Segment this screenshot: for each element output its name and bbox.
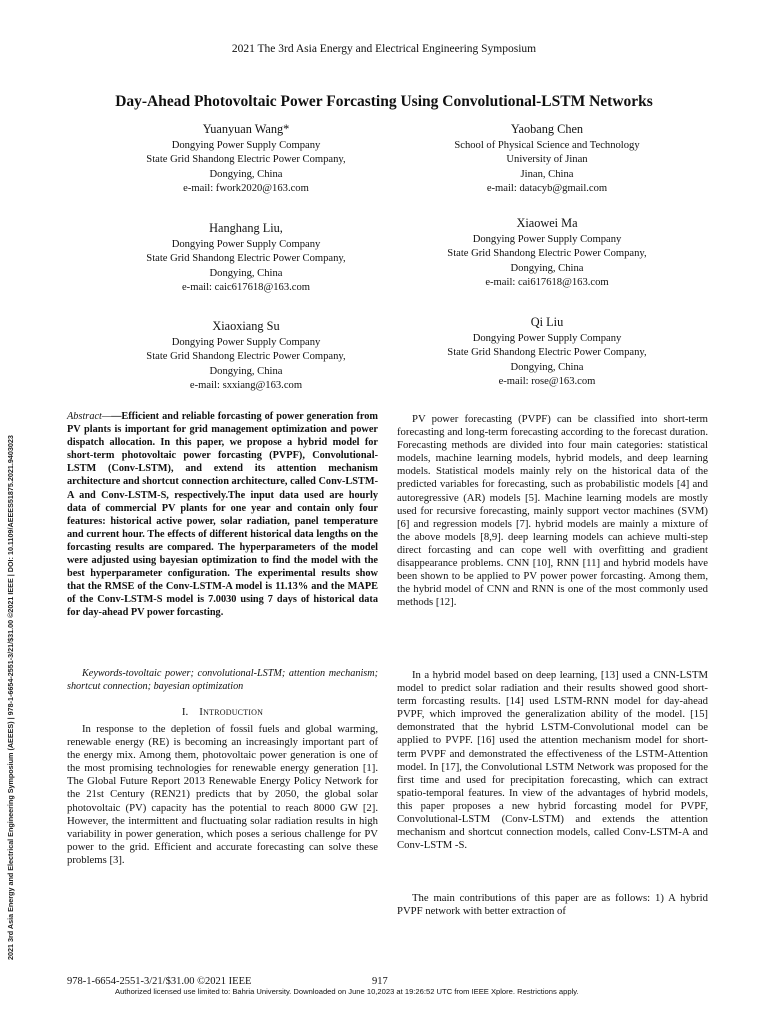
author-affiliation: School of Physical Science and Technology: [454, 140, 640, 151]
right-paragraph: [397, 669, 708, 852]
author-location: Jinan, China: [520, 168, 574, 180]
author-affiliation: Dongying Power Supply Company: [171, 337, 321, 348]
author-block: [397, 215, 697, 290]
keywords: [67, 667, 378, 693]
author-location: Dongying, China: [209, 168, 283, 180]
intro-paragraph: In response to the depletion of fossil fuels and global warming, renewable energy (RE) is becoming an increasingly important part of the energy mix. Among them, photovoltaic power generation is one of the most promising technologies for renewable energy generation [1]. The Global Future Report 2013 Renewable Energy Policy Network for the 21st Century (REN21) predicts that by 2050, the global solar photovoltaic (PV) capacity has the potential to reach 8000 GW [2]. However, the intermittent and fluctuating solar radiation results in high variability in power generation, which poses a serious challenge for PV power to the grid. Efficient and accurate forecasting can solve these problems [3].: [67, 723, 378, 866]
author-email: e-mail: cai617618@163.com: [485, 276, 609, 288]
conference-header: 2021 The 3rd Asia Energy and Electrical Engineering Symposium: [231, 43, 537, 55]
author-name: Qi Liu: [530, 315, 564, 329]
author-affiliation: Dongying Power Supply Company: [171, 140, 321, 151]
abstract-label: Abstract—: [67, 411, 112, 422]
intro-column: [67, 723, 378, 867]
author-location: Dongying, China: [510, 361, 584, 373]
author-name: Xiaowei Ma: [516, 216, 578, 230]
paragraph-text: The main contributions of this paper are as follows: 1) A hybrid PVPF network with better extraction of: [397, 892, 708, 918]
author-affiliation: State Grid Shandong Electric Power Company,: [146, 351, 346, 363]
right-paragraph: [397, 413, 708, 609]
abstract-text: —Efficient and reliable forcasting of power generation from PV plants is important for grid management optimization and power dispatch allocation. In this paper, we propose a hybrid model for short-term photovoltaic power forcasting (PVPF), Convolutional-LSTM (Conv-LSTM), and extend its attention mechanism architecture and shortcut connection architecture, called Conv-LSTM-A and Conv-LSTM-S, respectively.The input data used are hourly data of commercial PV plants for one year and contain only four features: historical active power, solar radiation, panel temperature and current hour. The effects of different historical data lengths on the forcasting results are compared. The hyperparameters of the model were adjusted using bayesian optimization to find the model with the best hyperparameter configuration. The experimental results show that the RMSE of the Conv-LSTM-A model is 11.13% and the MAPE of the Conv-LSTM-S model is 7.0030 using 7 days of historical data for day-ahead PV power forcasting.: [67, 411, 378, 619]
author-email: e-mail: fwork2020@163.com: [183, 182, 309, 194]
paragraph-text: PV power forecasting (PVPF) can be classified into short-term forecasting and long-term forecasting according to the forecast duration. Forecasting methods are divided into four main categories: statistical models, machine learning models, hybrid models, and deep learning models. Statistical models mainly rely on the historical data of the predicted variables for forecasting, such as probabilistic models [4] and autoregressive (AR) models [5]. Machine learning models are mostly used for recursive forecasting, mainly support vector machines (SVM) [6] and regression models [7]. hybrid models are mainly a mixture of the above models [8,9]. deep learning models can achieve multi-step direct forcasting and can cope well with overfitting and gradient disappearance problems. CNN [10], RNN [11] and hybrid models have been shown to be applied to PV power power forcasting. Among them, the hybrid model of CNN and RNN is one of the most commonly used methods [12].: [397, 413, 708, 609]
keywords-text: Keywords-tovoltaic power; convolutional-LSTM; attention mechanism; shortcut connection; bayesian optimization: [67, 668, 378, 693]
author-name: Hanghang Liu,: [209, 221, 283, 235]
author-location: Dongying, China: [209, 267, 283, 279]
author-affiliation: State Grid Shandong Electric Power Company,: [447, 347, 647, 359]
author-name: Xiaoxiang Su: [212, 319, 280, 333]
author-affiliation: University of Jinan: [506, 154, 588, 166]
section-number: I.: [181, 706, 189, 718]
section-heading: [67, 706, 378, 718]
author-email: e-mail: sxxiang@163.com: [189, 379, 303, 391]
author-affiliation: State Grid Shandong Electric Power Company,: [146, 154, 346, 166]
author-location: Dongying, China: [209, 365, 283, 377]
right-paragraph: [397, 892, 708, 918]
author-name: Yuanyuan Wang*: [202, 122, 290, 136]
author-block: [397, 314, 697, 389]
paper-title: Day-Ahead Photovoltaic Power Forcasting Using Convolutional-LSTM Networks: [115, 93, 653, 110]
author-email: e-mail: datacyb@gmail.com: [486, 182, 608, 194]
author-affiliation: Dongying Power Supply Company: [472, 333, 622, 344]
footer-isbn: 978-1-6654-2551-3/21/$31.00 ©2021 IEEE: [67, 976, 252, 987]
author-name: Yaobang Chen: [510, 122, 584, 136]
author-block: [96, 220, 396, 295]
author-affiliation: Dongying Power Supply Company: [171, 239, 321, 250]
license-notice: Authorized licensed use limited to: Bahria University. Downloaded on June 10,2023 at 19:26:52 UTC from IEEE Xplore. Restrictions apply.: [115, 987, 579, 996]
sidebar-citation: 2021 3rd Asia Energy and Electrical Engineering Symposium (AEEES) | 978-1-6654-2551-3/21/$31.00 ©2021 IEEE | DOI: 10.1109/AEEES51875.2021.9403023: [6, 435, 15, 960]
author-affiliation: State Grid Shandong Electric Power Company,: [146, 253, 346, 265]
author-block: [96, 318, 396, 393]
page-number: 917: [372, 976, 388, 987]
section-title: Introduction: [199, 706, 264, 718]
author-email: e-mail: caic617618@163.com: [181, 281, 310, 293]
author-affiliation: State Grid Shandong Electric Power Company,: [447, 248, 647, 260]
paragraph-text: In a hybrid model based on deep learning, [13] used a CNN-LSTM model to predict solar radiation and their results showed good short-term forcasting results. [14] used LSTM-RNN model for day-ahead PVPF, which improved the generalization ability of the model. [15] demonstrated that the hybrid LSTM-Convolutional model can be applied to PVPF. [16] used the attention mechanism model for short-term PVPF and demonstrated the effectiveness of the LSTM-Attention model. In [17], the Convolutional LSTM Network was proposed for the first time and used for precipitation forecasting, which can extract spatio-temporal features. In view of the advantages of hybrid models, this paper proposes a new hybrid forcasting model for PVPF, Convolutional-LSTM (Conv-LSTM) and extends the attention mechanism and shortcut connection models, called Conv-LSTM-A and Conv-LSTM -S.: [397, 669, 708, 852]
author-location: Dongying, China: [510, 262, 584, 274]
author-affiliation: Dongying Power Supply Company: [472, 234, 622, 245]
author-block: [397, 121, 697, 196]
author-block: [96, 121, 396, 196]
author-email: e-mail: rose@163.com: [498, 375, 596, 387]
abstract: [67, 410, 378, 620]
